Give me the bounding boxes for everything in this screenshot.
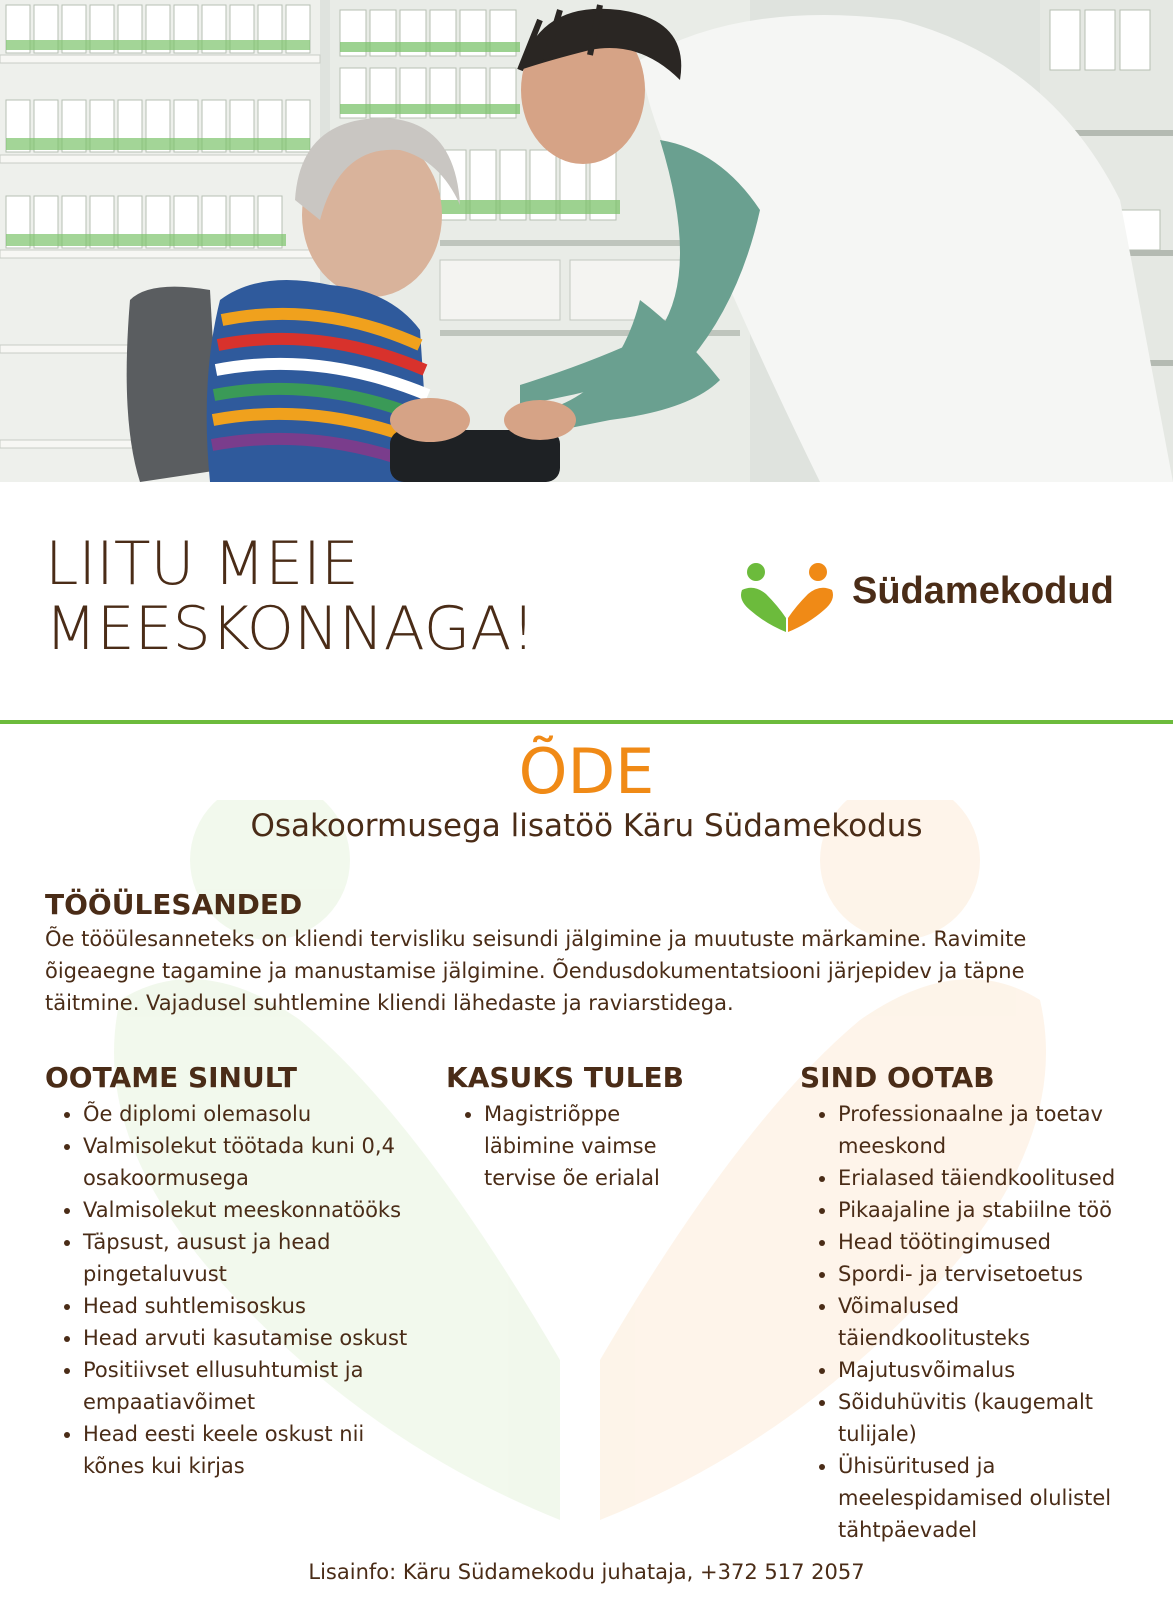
list-item: • Õe diplomi olemasolu: [83, 1098, 425, 1130]
benefits-column: [800, 1060, 1140, 1546]
two-people-heart-icon: [736, 560, 846, 640]
list-item: • Võimalused täiendkoolitusteks: [838, 1290, 1140, 1354]
list-item: • Head suhtlemisoskus: [83, 1290, 425, 1322]
contact-info: Lisainfo: Käru Südamekodu juhataja, +372 517 2057: [308, 1560, 865, 1584]
benefits-title: SIND OOTAB: [800, 1061, 995, 1094]
headline-line-1: LIITU MEIE: [45, 529, 359, 599]
list-item: • Ühisüritused ja meelespidamised olulistel tähtpäevadel: [838, 1450, 1140, 1546]
list-item: • Valmisolekut meeskonnatööks: [83, 1194, 425, 1226]
list-item: • Positiivset ellusuhtumist ja empaatiavõimet: [83, 1354, 425, 1418]
list-item: • Majutusvõimalus: [838, 1354, 1140, 1386]
requirements-title: OOTAME SINULT: [45, 1061, 297, 1094]
duties-section: [45, 887, 1125, 1019]
brand-name: Südamekodud: [852, 570, 1114, 612]
job-title: ÕDE: [518, 735, 655, 808]
requirements-column: [45, 1060, 425, 1482]
benefits-list: [800, 1098, 1140, 1546]
list-item: • Erialased täiendkoolitused: [838, 1162, 1140, 1194]
list-item: • Valmisolekut töötada kuni 0,4 osakoormusega: [83, 1130, 425, 1194]
advantage-list: [446, 1098, 696, 1194]
requirements-list: [45, 1098, 425, 1482]
divider-line: [0, 720, 1173, 724]
duties-text: Õe tööülesanneteks on kliendi tervisliku seisundi jälgimine ja muutuste märkamine. Ravimite õigeaegne tagamine ja manustamise jälgimine. Õendusdokumentatsiooni järjepidev ja täpne täitmine. Vajadusel suhtlemine kliendi lähedaste ja raviarstidega.: [45, 927, 1027, 1015]
list-item: • Head arvuti kasutamise oskust: [83, 1322, 425, 1354]
list-item: • Täpsust, ausust ja head pingetaluvust: [83, 1226, 425, 1290]
duties-title: TÖÖÜLESANDED: [45, 888, 303, 921]
advantage-column: [446, 1060, 696, 1194]
list-item: • Head eesti keele oskust nii kõnes kui kirjas: [83, 1418, 425, 1482]
list-item: • Pikaajaline ja stabiilne töö: [838, 1194, 1140, 1226]
list-item: • Spordi- ja tervisetoetus: [838, 1258, 1140, 1290]
list-item: • Sõiduhüvitis (kaugemalt tulijale): [838, 1386, 1140, 1450]
headline: [45, 529, 536, 664]
job-subtitle: Osakoormusega lisatöö Käru Südamekodus: [250, 808, 923, 844]
hero-photo: [0, 0, 1173, 482]
headline-line-2: MEESKONNAGA!: [45, 594, 536, 664]
list-item: • Head töötingimused: [838, 1226, 1140, 1258]
brand-logo: [736, 560, 1136, 640]
photo-illustration: [0, 0, 1173, 482]
advantage-title: KASUKS TULEB: [446, 1061, 685, 1094]
list-item: • Magistriõppe läbimine vaimse tervise õe erialal: [484, 1098, 696, 1194]
list-item: • Professionaalne ja toetav meeskond: [838, 1098, 1140, 1162]
